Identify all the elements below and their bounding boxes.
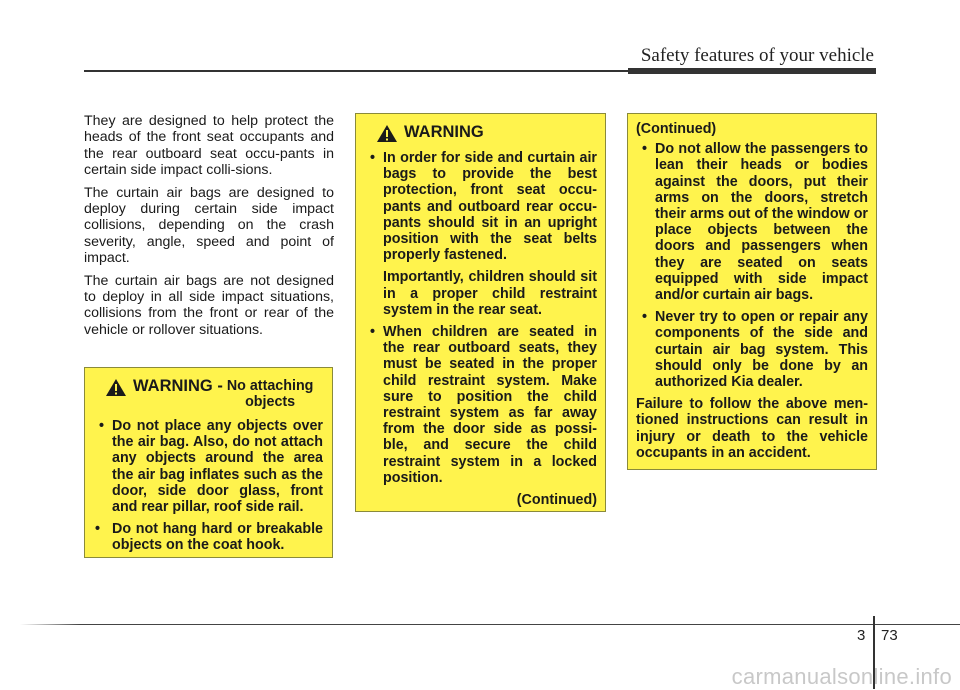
warning-subtitle-line: objects xyxy=(245,394,296,410)
warning-bullet xyxy=(364,150,597,318)
warning-triangle-icon xyxy=(105,378,127,397)
warning-bullet-text: Importantly, children should sit in a proper child restraint system in the rear seat. xyxy=(383,269,597,318)
header-rule xyxy=(84,68,876,74)
chapter-number: 3 xyxy=(857,627,866,644)
warning-title: WARNING - xyxy=(133,377,223,395)
body-paragraph: The curtain air bags are designed to deploy during certain side impact collisions, depending on the crash severity, angle, speed and point of impact. xyxy=(84,184,334,267)
warning-heading xyxy=(93,378,323,410)
warning-bullet-text: Do not hang hard or breakable objects on the coat hook. xyxy=(112,521,323,554)
warning-subtitle-line: No attaching xyxy=(226,378,314,394)
bullet-dot: • xyxy=(99,418,105,434)
header-rule-thick xyxy=(628,68,876,74)
warning-heading xyxy=(364,124,597,143)
warning-bullet xyxy=(93,521,323,553)
footer-rule xyxy=(20,624,960,625)
warning-bullet-text: Do not allow the passengers to lean their heads or bodies against the doors, put their arms on the doors, stretch their arms out of the window or place objects between the doors and passengers when they are seated on seats equipped with side impact and/or curtain air bags. xyxy=(655,141,868,304)
body-text-column xyxy=(84,113,334,344)
warning-bullet xyxy=(636,309,868,390)
warning-bullet-text: When children are seated in the rear outboard seats, they must be seated in the proper child restraint system. Make sure to position the child restraint system as far away from the door side as possi-ble, and secure the child restraint system in a locked position. xyxy=(383,324,597,486)
continued-label: (Continued) xyxy=(636,121,717,137)
watermark: carmanualsonline.info xyxy=(731,664,952,689)
warning-bullet-text: Never try to open or repair any components of the side and curtain air bag system. This should only be done by an authorized Kia dealer. xyxy=(655,309,868,391)
warning-box-continued xyxy=(627,113,877,470)
warning-triangle-icon xyxy=(376,124,398,143)
warning-bullet xyxy=(93,418,323,515)
continued-label: (Continued) xyxy=(516,492,597,509)
warning-bullet-text: In order for side and curtain air bags to provide the best protection, front seat occu-pants and outboard rear occu-pants should sit in an upright position with the seat belts properly fastened. xyxy=(383,150,597,264)
warning-box-attaching-objects xyxy=(84,367,333,558)
bullet-dot: • xyxy=(642,141,648,158)
warning-bullet xyxy=(636,141,868,303)
warning-closing-text: Failure to follow the above men-tioned instructions can result in injury or death to the vehicle occupants in an accident. xyxy=(636,396,868,461)
bullet-dot: • xyxy=(642,309,648,326)
warning-title: WARNING xyxy=(404,123,484,141)
page-number: 73 xyxy=(881,627,898,644)
bullet-dot: • xyxy=(370,150,376,166)
bullet-dot: • xyxy=(370,324,376,341)
body-paragraph: The curtain air bags are not designed to deploy in all side impact situations, collisions from the front or rear of the vehicle or rollover situations. xyxy=(84,272,334,338)
warning-bullet xyxy=(364,324,597,486)
warning-box-seating xyxy=(355,113,606,512)
page-header-title: Safety features of your vehicle xyxy=(640,45,874,66)
warning-bullet-text: Do not place any objects over the air bag. Also, do not attach any objects around the area the air bag inflates such as the door, side door glass, front and rear pillar, roof side rail. xyxy=(112,418,323,516)
body-paragraph: They are designed to help protect the heads of the front seat occupants and the rear outboard seat occu-pants in certain side impact colli-sions. xyxy=(84,113,334,179)
bullet-dot: • xyxy=(95,521,101,538)
warning-subtitle xyxy=(227,378,314,410)
